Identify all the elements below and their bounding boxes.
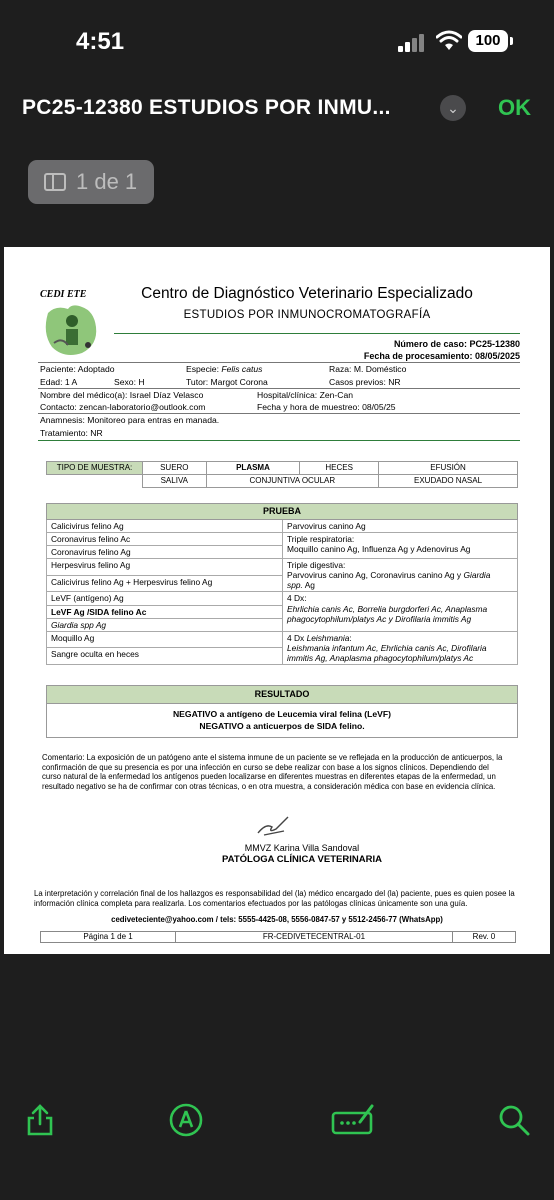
sample-effusion: EFUSIÓN xyxy=(379,462,518,475)
test-item: Coronavirus felino Ac xyxy=(47,533,283,546)
test-item: Triple digestiva: Parvovirus canino Ag, Coronavirus canino Ag y Giardia spp. Ag xyxy=(283,559,518,592)
share-icon[interactable] xyxy=(22,1102,58,1138)
divider xyxy=(38,440,520,441)
sample-conjunctiva: CONJUNTIVA OCULAR xyxy=(206,475,378,488)
test-item: 4 Dx: Ehrlichia canis Ac, Borrelia burgdorferi Ac, Anaplasma phagocytophilum/platys Ac y Dirofilaria immitis Ag xyxy=(283,592,518,631)
footer-table xyxy=(40,931,516,943)
species: Especie: Felis catus xyxy=(186,364,263,374)
pdf-page xyxy=(4,247,550,954)
processing-date: Fecha de procesamiento: 08/05/2025 xyxy=(363,351,520,361)
divider xyxy=(38,362,520,363)
logo-text: CEDI ETE xyxy=(40,289,87,300)
sample-plasma: PLASMA xyxy=(206,462,300,475)
case-number: Número de caso: PC25-12380 xyxy=(393,339,520,349)
nav-bar xyxy=(0,86,554,134)
test-item: 4 Dx Leishmania: Leishmania infantum Ac, Ehrlichia canis Ac, Dirofilaria immitis Ag, Anaplasma phagocytophilum/platys Ac xyxy=(283,631,518,664)
sample-serum: SUERO xyxy=(143,462,207,475)
sex: Sexo: H xyxy=(114,377,145,387)
pathologist-name: MMVZ Karina Villa Sandoval xyxy=(244,843,360,853)
test-item: Giardia spp Ag xyxy=(47,618,283,631)
markup-icon[interactable] xyxy=(168,1102,204,1138)
signal-icon xyxy=(398,34,426,52)
wifi-icon xyxy=(436,30,462,52)
ok-button[interactable]: OK xyxy=(498,95,531,120)
bottom-toolbar xyxy=(0,1090,554,1150)
patient: Paciente: Adoptado xyxy=(40,364,115,374)
test-item-selected: LeVF Ag /SIDA felino Ac xyxy=(47,605,283,618)
chevron-down-icon[interactable]: ⌄ xyxy=(440,95,466,121)
test-item: Calicivirus felino Ag xyxy=(47,520,283,533)
test-header: PRUEBA xyxy=(47,504,518,520)
sample-saliva: SALIVA xyxy=(143,475,207,488)
comment: Comentario: La exposición de un patógeno ante el sistema inmune de un paciente se ve reflejada en la producción de anticuerpos, la confirmación de que su presencia es por una infección en curso se debe realizar con base a los signos clínicos. Dependiendo del curso natural de la enfermedad los antígenos pueden localizarse en diferentes muestras en diferentes etapas de la enfermedad, un resultado negativo se ha de confirmar con otras técnicas, o en otra muestra, a consideración médica con base en evidencia clínica. xyxy=(42,753,503,791)
test-item: Coronavirus felino Ag xyxy=(47,546,283,559)
page-number: Página 1 de 1 xyxy=(41,932,176,943)
previous-cases: Casos previos: NR xyxy=(329,377,401,387)
status-bar xyxy=(0,0,554,80)
contact-line: cediveteciente@yahoo.com / tels: 5555-4425-08, 5556-0847-57 y 5512-2456-77 (WhatsApp) xyxy=(111,915,443,924)
test-item: Parvovirus canino Ag xyxy=(283,520,518,533)
doctor: Nombre del médico(a): Israel Díaz Velasco xyxy=(40,390,204,400)
anamnesis: Anamnesis: Monitoreo para entras en manada. xyxy=(40,415,220,425)
revision: Rev. 0 xyxy=(452,932,515,943)
signature-icon[interactable] xyxy=(330,1102,376,1138)
form-code: FR-CEDIVETECENTRAL-01 xyxy=(176,932,453,943)
test-item: Moquillo Ag xyxy=(47,631,283,648)
battery-icon: 100 xyxy=(468,30,508,52)
owner: Tutor: Margot Corona xyxy=(186,377,268,387)
test-item: LeVF (antígeno) Ag xyxy=(47,592,283,605)
result-value: NEGATIVO a antígeno de Leucemia viral felina (LeVF) NEGATIVO a anticuerpos de SIDA felino. xyxy=(47,704,518,738)
sample-type-table xyxy=(46,461,518,488)
tests-table xyxy=(46,503,518,665)
page-count: 1 de 1 xyxy=(76,169,138,194)
pathologist-title: PATÓLOGA CLÍNICA VETERINARIA xyxy=(222,854,382,865)
test-item: Sangre oculta en heces xyxy=(47,648,283,665)
document-title[interactable]: PC25-12380 ESTUDIOS POR INMU... xyxy=(22,96,391,119)
search-icon[interactable] xyxy=(496,1102,532,1138)
treatment: Tratamiento: NR xyxy=(40,428,103,438)
page-indicator[interactable] xyxy=(28,160,154,204)
breed: Raza: M. Doméstico xyxy=(329,364,407,374)
signature-image xyxy=(254,813,294,839)
sidebar-icon xyxy=(44,173,66,191)
result-table xyxy=(46,685,518,738)
clock: 4:51 xyxy=(76,28,125,55)
test-item: Herpesvirus felino Ag xyxy=(47,559,283,576)
divider xyxy=(114,333,520,334)
divider xyxy=(38,413,520,414)
age: Edad: 1 A xyxy=(40,377,78,387)
divider xyxy=(38,388,520,389)
result-header: RESULTADO xyxy=(47,686,518,704)
sample-type-label: TIPO DE MUESTRA: xyxy=(47,462,143,475)
sample-nasal: EXUDADO NASAL xyxy=(379,475,518,488)
contact: Contacto: zencan-laboratorio@outlook.com xyxy=(40,402,206,412)
lab-title: Centro de Diagnóstico Veterinario Especializado xyxy=(141,285,473,302)
clinic: Hospital/clínica: Zen-Can xyxy=(257,390,354,400)
sampling-date: Fecha y hora de muestreo: 08/05/25 xyxy=(257,402,396,412)
disclaimer: La interpretación y correlación final de los hallazgos es responsabilidad del (la) médico encargado del (la) paciente, pues es quien posee la información clínica completa para realizarla. Los comentarios efectuados por las patólogas clínicas únicamente son una guía. xyxy=(34,889,515,908)
sample-feces: HECES xyxy=(300,462,379,475)
test-item: Triple respiratoria: Moquillo canino Ag, Influenza Ag y Adenovirus Ag xyxy=(283,533,518,559)
report-title: ESTUDIOS POR INMUNOCROMATOGRAFÍA xyxy=(183,309,431,321)
test-item: Calicivirus felino Ag + Herpesvirus felino Ag xyxy=(47,575,283,592)
